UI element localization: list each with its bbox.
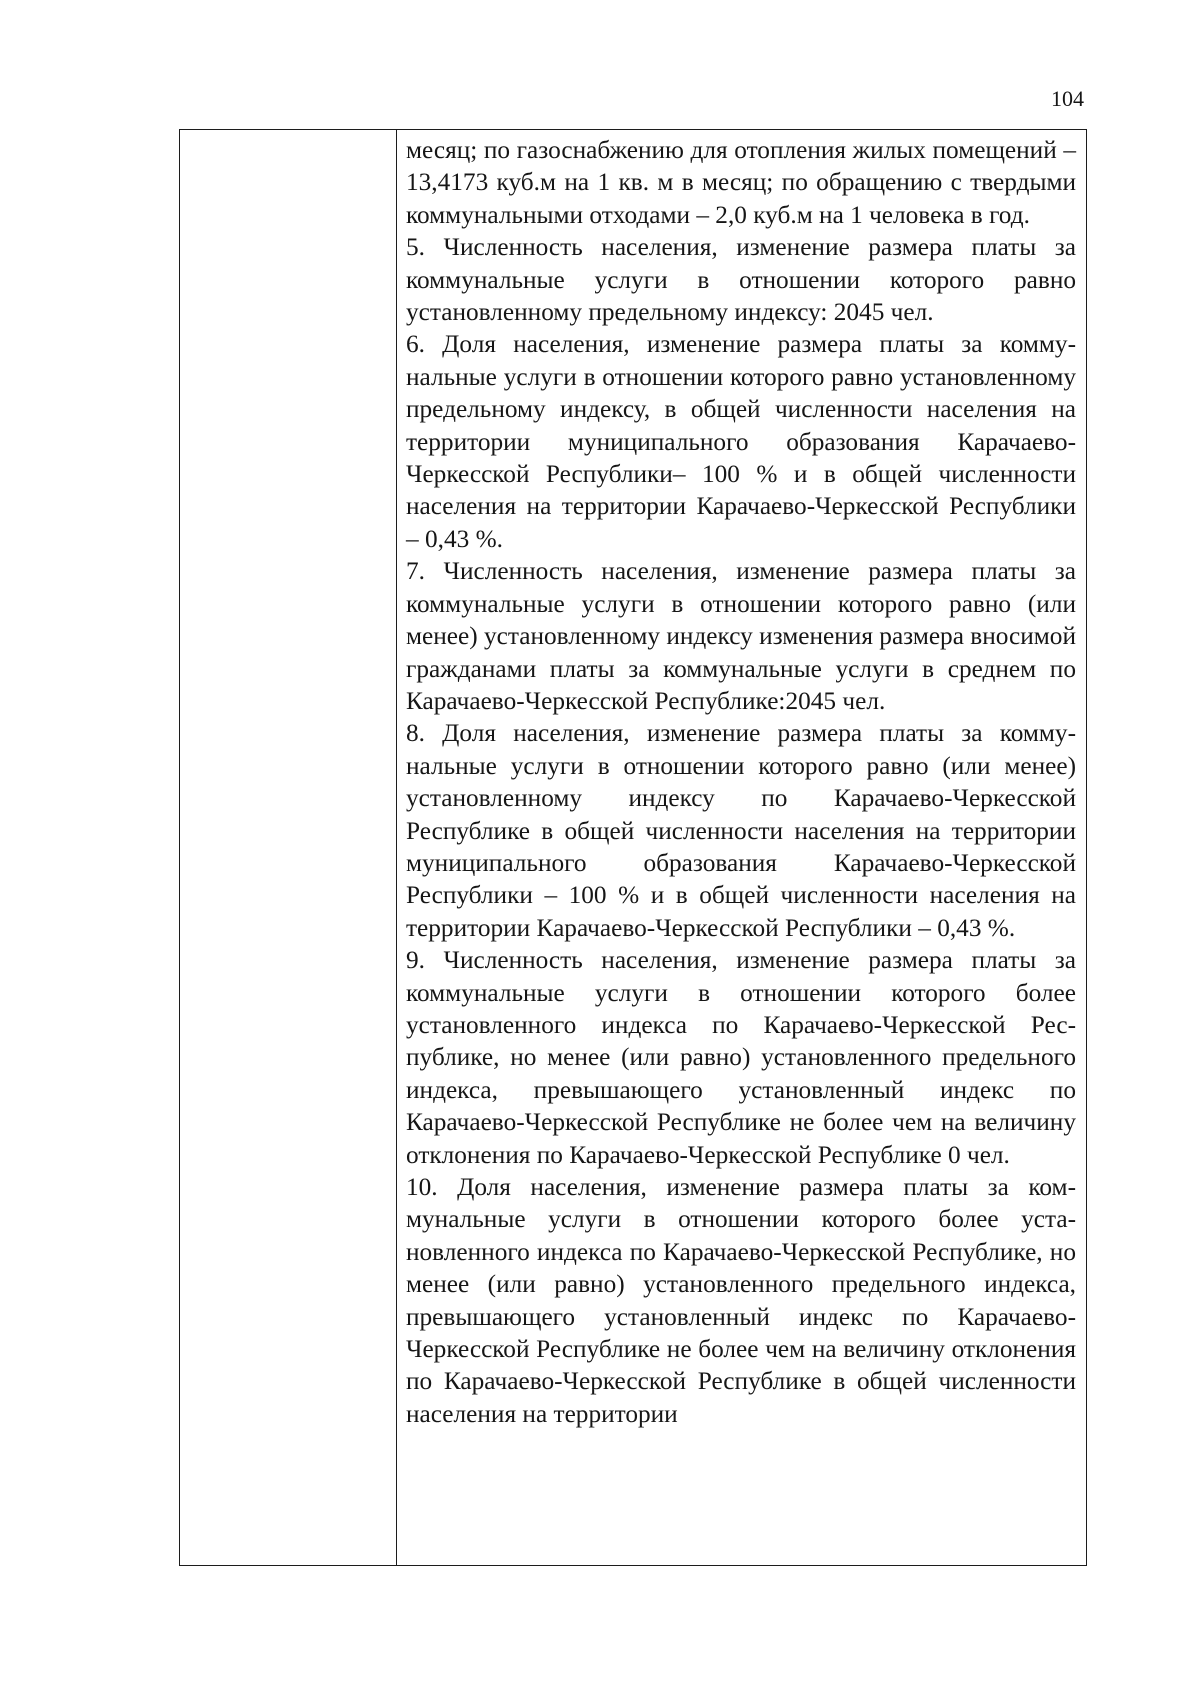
paragraph-item-9: 9. Численность населения, изменение размера платы за коммунальные услуги в отношении которого более установленного индекса по Карачаево-Черкесской Республике, но менее (или равно) установленного предельного индекса, превышающего установленный индекс по Карачаево-Черкесской Республике не более чем на величину отклонения по Карачаево-Черкесской Республике 0 чел.: [406, 946, 1076, 1169]
paragraph-continuation: месяц; по газоснабжению для отопления жилых помещений – 13,4173 куб.м на 1 кв. м в месяц; по обращению с твердыми коммунальными отходами – 2,0 куб.м на 1 человека в год.: [406, 136, 1076, 229]
document-table: [179, 129, 1087, 1566]
paragraph-item-6: 6. Доля населения, изменение размера платы за коммунальные услуги в отношении которого равно установленному предельному индексу, в общей численности населения на территории муниципального образования Карачаево-Черкесской Республики– 100 % и в общей численности населения на территории Карачаево-Черкесской Республики – 0,43 %.: [406, 330, 1076, 553]
page-number: 104: [1051, 86, 1084, 111]
table-cell-left: [180, 130, 397, 1566]
table-row: [180, 130, 1087, 1566]
paragraph-item-8: 8. Доля населения, изменение размера платы за коммунальные услуги в отношении которого равно (или менее) установленному индексу по Карачаево-Черкесской Республике в общей численности населения на территории муниципального образования Карачаево-Черкесской Республики – 100 % и в общей численности населения на территории Карачаево-Черкесской Республики – 0,43 %.: [406, 719, 1076, 942]
paragraph-item-7: 7. Численность населения, изменение размера платы за коммунальные услуги в отношении которого равно (или менее) установленному индексу изменения размера вносимой гражданами платы за коммунальные услуги в среднем по Карачаево-Черкесской Республике:2045 чел.: [406, 557, 1076, 715]
table-cell-right: [397, 130, 1087, 1566]
paragraph-item-10: 10. Доля населения, изменение размера платы за коммунальные услуги в отношении которого более установленного индекса по Карачаево-Черкесской Республике, но менее (или равно) установленного предельного индекса, превышающего установленный индекс по Карачаево-Черкесской Республике не более чем на величину отклонения по Карачаево-Черкесской Республике в общей численности населения на территории: [406, 1173, 1076, 1428]
paragraph-item-5: 5. Численность населения, изменение размера платы за коммунальные услуги в отношении которого равно установленному предельному индексу: 2045 чел.: [406, 233, 1076, 327]
